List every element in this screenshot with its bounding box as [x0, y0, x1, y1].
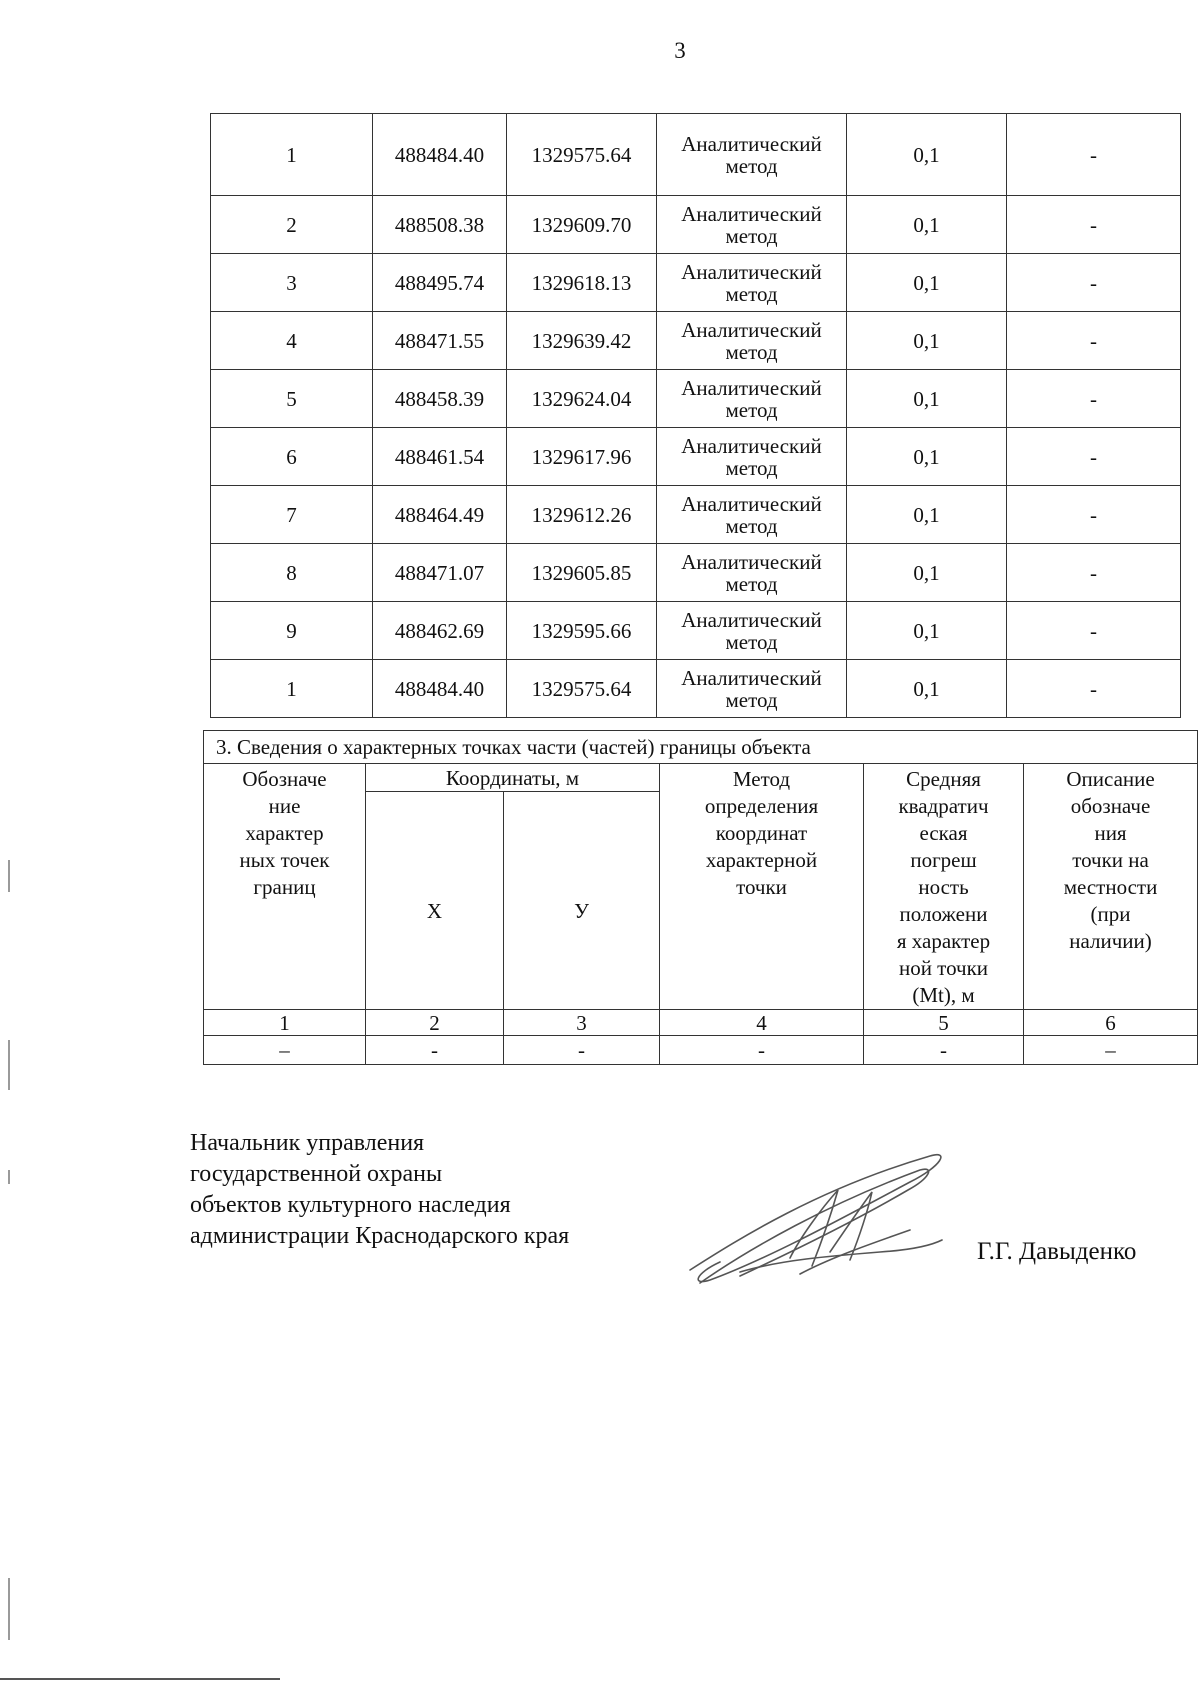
- header-line: Обозначе: [242, 767, 327, 791]
- header-line: положени: [899, 902, 988, 926]
- coordinate-row: [211, 312, 1181, 370]
- accuracy-cell: 0,1: [847, 114, 1007, 196]
- coordinate-row: [211, 254, 1181, 312]
- method-cell: [657, 196, 847, 254]
- x-coordinate-cell: 488458.39: [373, 370, 507, 428]
- point-number-cell: 1: [211, 660, 373, 718]
- header-line: границ: [253, 875, 316, 899]
- point-number-cell: 3: [211, 254, 373, 312]
- point-number-cell: 6: [211, 428, 373, 486]
- method-line: метод: [725, 687, 778, 712]
- header-line: ния: [1094, 821, 1127, 845]
- accuracy-cell: 0,1: [847, 196, 1007, 254]
- header-line: еская: [919, 821, 968, 845]
- scan-margin-mark: [8, 860, 10, 892]
- position-line: администрации Краснодарского края: [190, 1223, 570, 1249]
- header-line: погреш: [910, 848, 977, 872]
- empty-cell: –: [204, 1036, 366, 1065]
- empty-cell: -: [504, 1036, 660, 1065]
- y-coordinate-cell: 1329612.26: [507, 486, 657, 544]
- header-method: [660, 764, 864, 1010]
- header-line: характер: [245, 821, 324, 845]
- coordinate-row: [211, 196, 1181, 254]
- signatory-position: [190, 1128, 569, 1252]
- accuracy-cell: 0,1: [847, 254, 1007, 312]
- y-coordinate-cell: 1329617.96: [507, 428, 657, 486]
- page-number: 3: [674, 38, 686, 63]
- y-coordinate-cell: 1329575.64: [507, 114, 657, 196]
- method-cell: [657, 254, 847, 312]
- description-cell: -: [1007, 312, 1181, 370]
- method-cell: [657, 428, 847, 486]
- accuracy-cell: 0,1: [847, 660, 1007, 718]
- y-coordinate-cell: 1329595.66: [507, 602, 657, 660]
- point-number-cell: 1: [211, 114, 373, 196]
- x-coordinate-cell: 488495.74: [373, 254, 507, 312]
- point-number-cell: 8: [211, 544, 373, 602]
- position-line: государственной охраны: [190, 1161, 443, 1187]
- description-cell: -: [1007, 544, 1181, 602]
- section-title: 3. Сведения о характерных точках части (частей) границы объекта: [204, 731, 1198, 764]
- column-number: 5: [864, 1010, 1024, 1036]
- scan-margin-mark: [8, 1170, 10, 1184]
- scan-margin-mark: [8, 1040, 10, 1090]
- description-cell: -: [1007, 114, 1181, 196]
- method-cell: [657, 114, 847, 196]
- method-cell: [657, 370, 847, 428]
- header-line: точки на: [1072, 848, 1149, 872]
- bottom-rule: [0, 1678, 280, 1680]
- header-line: Метод: [732, 767, 791, 791]
- x-coordinate-cell: 488508.38: [373, 196, 507, 254]
- description-cell: -: [1007, 428, 1181, 486]
- method-line: метод: [725, 223, 778, 248]
- point-number-cell: 5: [211, 370, 373, 428]
- header-line: (при: [1090, 902, 1131, 926]
- header-line: ность: [918, 875, 969, 899]
- method-line: Аналитический: [681, 201, 822, 226]
- column-number: 6: [1024, 1010, 1198, 1036]
- position-line: Начальник управления: [190, 1130, 425, 1156]
- description-cell: -: [1007, 254, 1181, 312]
- position-line: объектов культурного наследия: [190, 1192, 511, 1218]
- method-line: Аналитический: [681, 317, 822, 342]
- method-line: метод: [725, 513, 778, 538]
- column-number: 1: [204, 1010, 366, 1036]
- handwritten-signature: [680, 1148, 960, 1298]
- method-line: Аналитический: [681, 375, 822, 400]
- header-line: Средняя: [906, 767, 981, 791]
- method-line: Аналитический: [681, 665, 822, 690]
- column-numbers-row: [204, 1010, 1198, 1036]
- header-line: характерной: [705, 848, 818, 872]
- point-number-cell: 9: [211, 602, 373, 660]
- description-cell: -: [1007, 602, 1181, 660]
- coordinate-row: [211, 428, 1181, 486]
- header-line: наличии): [1069, 929, 1152, 953]
- coordinate-row: [211, 370, 1181, 428]
- accuracy-cell: 0,1: [847, 602, 1007, 660]
- empty-cell: –: [1024, 1036, 1198, 1065]
- y-coordinate-cell: 1329605.85: [507, 544, 657, 602]
- method-cell: [657, 660, 847, 718]
- header-line: квадратич: [898, 794, 989, 818]
- header-x: Х: [366, 792, 504, 1010]
- method-line: Аналитический: [681, 491, 822, 516]
- x-coordinate-cell: 488484.40: [373, 660, 507, 718]
- header-line: я характер: [896, 929, 991, 953]
- method-line: метод: [725, 339, 778, 364]
- header-line: обозначе: [1070, 794, 1151, 818]
- coordinate-row: [211, 602, 1181, 660]
- empty-data-row: [204, 1036, 1198, 1065]
- coordinates-table-body: [211, 114, 1181, 718]
- header-accuracy: [864, 764, 1024, 1010]
- scan-margin-mark: [8, 1578, 10, 1640]
- empty-cell: -: [864, 1036, 1024, 1065]
- accuracy-cell: 0,1: [847, 312, 1007, 370]
- method-line: метод: [725, 571, 778, 596]
- accuracy-cell: 0,1: [847, 486, 1007, 544]
- coordinate-row: [211, 486, 1181, 544]
- coordinate-row: [211, 114, 1181, 196]
- header-line: ной точки: [898, 956, 989, 980]
- y-coordinate-cell: 1329624.04: [507, 370, 657, 428]
- header-line: местности: [1063, 875, 1158, 899]
- description-cell: -: [1007, 370, 1181, 428]
- method-line: метод: [725, 455, 778, 480]
- method-line: Аналитический: [681, 131, 822, 156]
- method-line: метод: [725, 629, 778, 654]
- y-coordinate-cell: 1329575.64: [507, 660, 657, 718]
- header-y: У: [504, 792, 660, 1010]
- x-coordinate-cell: 488462.69: [373, 602, 507, 660]
- x-coordinate-cell: 488471.55: [373, 312, 507, 370]
- header-description: [1024, 764, 1198, 1010]
- x-coordinate-cell: 488471.07: [373, 544, 507, 602]
- y-coordinate-cell: 1329609.70: [507, 196, 657, 254]
- header-line: (Mt), м: [912, 983, 975, 1007]
- method-cell: [657, 312, 847, 370]
- column-number: 2: [366, 1010, 504, 1036]
- header-line: Описание: [1066, 767, 1155, 791]
- empty-cell: -: [660, 1036, 864, 1065]
- accuracy-cell: 0,1: [847, 428, 1007, 486]
- description-cell: -: [1007, 196, 1181, 254]
- method-line: метод: [725, 281, 778, 306]
- point-number-cell: 4: [211, 312, 373, 370]
- method-line: метод: [725, 153, 778, 178]
- method-line: Аналитический: [681, 433, 822, 458]
- x-coordinate-cell: 488464.49: [373, 486, 507, 544]
- empty-cell: -: [366, 1036, 504, 1065]
- method-cell: [657, 544, 847, 602]
- coordinate-row: [211, 660, 1181, 718]
- coordinate-row: [211, 544, 1181, 602]
- description-cell: -: [1007, 486, 1181, 544]
- method-line: Аналитический: [681, 549, 822, 574]
- coordinates-table: [210, 113, 1181, 718]
- signatory-name: Г.Г. Давыденко: [977, 1238, 1137, 1265]
- y-coordinate-cell: 1329618.13: [507, 254, 657, 312]
- x-coordinate-cell: 488461.54: [373, 428, 507, 486]
- point-number-cell: 7: [211, 486, 373, 544]
- accuracy-cell: 0,1: [847, 544, 1007, 602]
- method-line: Аналитический: [681, 259, 822, 284]
- point-number-cell: 2: [211, 196, 373, 254]
- column-number: 3: [504, 1010, 660, 1036]
- method-cell: [657, 602, 847, 660]
- y-coordinate-cell: 1329639.42: [507, 312, 657, 370]
- parts-boundary-table: [203, 730, 1198, 1065]
- description-cell: -: [1007, 660, 1181, 718]
- header-line: точки: [736, 875, 787, 899]
- method-cell: [657, 486, 847, 544]
- header-coordinates: Координаты, м: [366, 764, 660, 792]
- accuracy-cell: 0,1: [847, 370, 1007, 428]
- header-designation: [204, 764, 366, 1010]
- column-number: 4: [660, 1010, 864, 1036]
- header-line: определения: [704, 794, 819, 818]
- method-line: Аналитический: [681, 607, 822, 632]
- header-line: координат: [715, 821, 808, 845]
- header-line: ние: [268, 794, 301, 818]
- header-line: ных точек: [239, 848, 330, 872]
- method-line: метод: [725, 397, 778, 422]
- x-coordinate-cell: 488484.40: [373, 114, 507, 196]
